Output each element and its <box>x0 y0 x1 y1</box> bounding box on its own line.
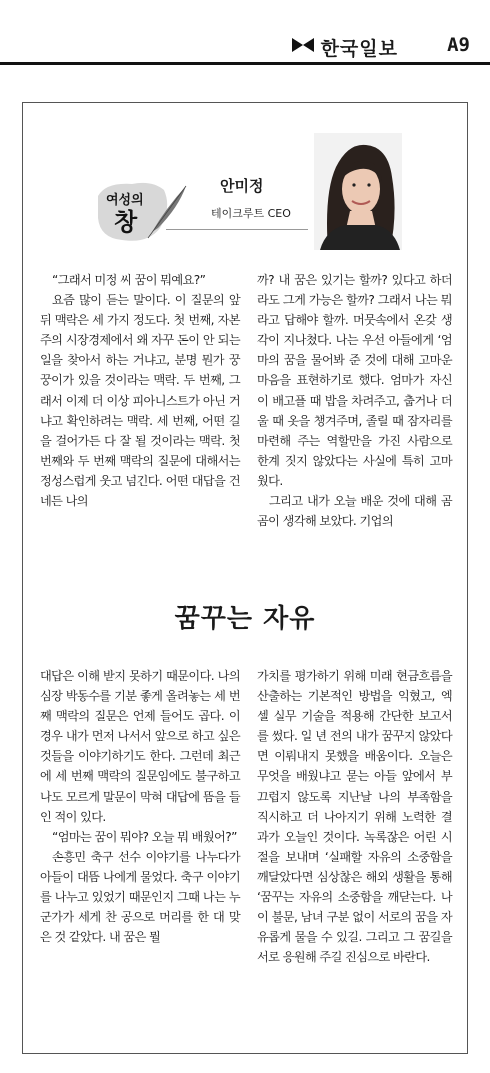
paragraph: 손흥민 축구 선수 이야기를 나누다가 아들이 대뜸 나에게 물었다. 축구 이야기를 나누고 있었기 때문인지 그때 나는 누군가가 세게 찬 공으로 머리를 한 대 맞은 것 같았다. 내 꿈은 뭘 <box>40 849 240 945</box>
body-column-top-left <box>40 270 240 511</box>
paragraph: 요즘 많이 듣는 말이다. 이 질문의 앞뒤 맥락은 세 가지 정도다. 첫 번째, 자본주의 시장경제에서 왜 자꾸 돈이 안 되는 일을 찾아서 하는 거냐고, 분명 뭔가 꿍꿍이가 있을 것이라는 맥락. 두 번째, 그래서 이제 더 이상 피아니스트가 아닌 거냐고 확인하려는 맥락. 세 번째, 어떤 길을 걸어가든 다 잘 될 것이라는 맥락. 첫 번째와 두 번째 맥락의 질문에 대해서는 정성스럽게 웃고 넘긴다. 어떤 대답을 건네든 나의 <box>40 293 240 509</box>
column-logo <box>92 178 188 250</box>
masthead <box>0 0 490 66</box>
author-photo <box>314 133 402 250</box>
headline: 꿈꾸는 자유 <box>174 604 316 634</box>
author-rule <box>166 229 308 230</box>
author-title: 테이크루트 CEO <box>211 207 291 220</box>
body-column-bottom-right <box>257 666 452 967</box>
paragraph: 대답은 이해 받지 못하기 때문이다. 나의 심장 박동수를 기분 좋게 올려놓는 세 번째 맥락의 질문은 언제 들어도 곱다. 이 경우 내가 먼저 나서서 앞으로 하고 싶은 것들을 이야기하기도 한다. 그런데 최근에 세 번째 맥락의 질문임에도 불구하고 나도 모르게 말문이 막혀 대답에 뜸을 들인 적이 있다. <box>40 669 240 824</box>
body-column-bottom-left <box>40 666 240 947</box>
column-logo-text-2: 창 <box>114 207 138 236</box>
paragraph: 그리고 내가 오늘 배운 것에 대해 곰곰이 생각해 보았다. 기업의 <box>257 494 452 529</box>
paragraph: “엄마는 꿈이 뭐야? 오늘 뭐 배웠어?” <box>52 829 237 844</box>
body-column-top-right <box>257 270 452 531</box>
masthead-rule <box>0 62 490 65</box>
paragraph: 까? 내 꿈은 있기는 할까? 있다고 하더라도 그게 가능은 할까? 그래서 나는 뭐라고 답해야 할까. 머뭇속에서 온갖 생각이 지나쳤다. 나는 우선 아들에게 ‘엄마의 꿈을 물어봐 준 것에 대해 고마운 마음을 표현하기로 했다. 엄마가 자신이 배고플 때 밥을 차려주고, 춥거나 더울 때 옷을 챙겨주며, 졸릴 때 잠자리를 마련해 주는 역할만을 가진 사람으로 한계 짓지 않았다는 사실에 특히 고마웠다. <box>257 273 452 488</box>
newspaper-logo: 한국일보 <box>320 38 398 60</box>
page-number: A9 <box>447 34 470 56</box>
author-name: 안미정 <box>220 177 264 195</box>
paragraph: 가치를 평가하기 위해 미래 현금흐름을 산출하는 기본적인 방법을 익혔고, 엑셀 실무 기술을 적용해 간단한 보고서를 썼다. 일 년 전의 내가 꿈꾸지 않았다면 이뤄내지 못했을 배움이다. 오늘은 무엇을 배웠냐고 묻는 아들 앞에서 부끄럽지 않도록 지난날 나의 부족함을 직시하고 더 나아지기 위해 노력한 결과가 오늘인 것이다. 녹록잖은 어린 시절을 보내며 ‘실패할 자유의 소중함을 깨달았다면 심상찮은 해외 생활을 통해 ‘꿈꾸는 자유의 소중함을 깨닫는다. 나이 불문, 남녀 구분 없이 서로의 꿈을 자유롭게 물을 수 있길. 그리고 그 꿈길을 서로 응원해 주길 진심으로 바란다. <box>257 669 452 965</box>
column-logo-text-1: 여성의 <box>106 193 144 208</box>
bowtie-logo-icon <box>292 38 314 52</box>
paragraph: “그래서 미정 씨 꿈이 뭐예요?” <box>52 273 206 287</box>
